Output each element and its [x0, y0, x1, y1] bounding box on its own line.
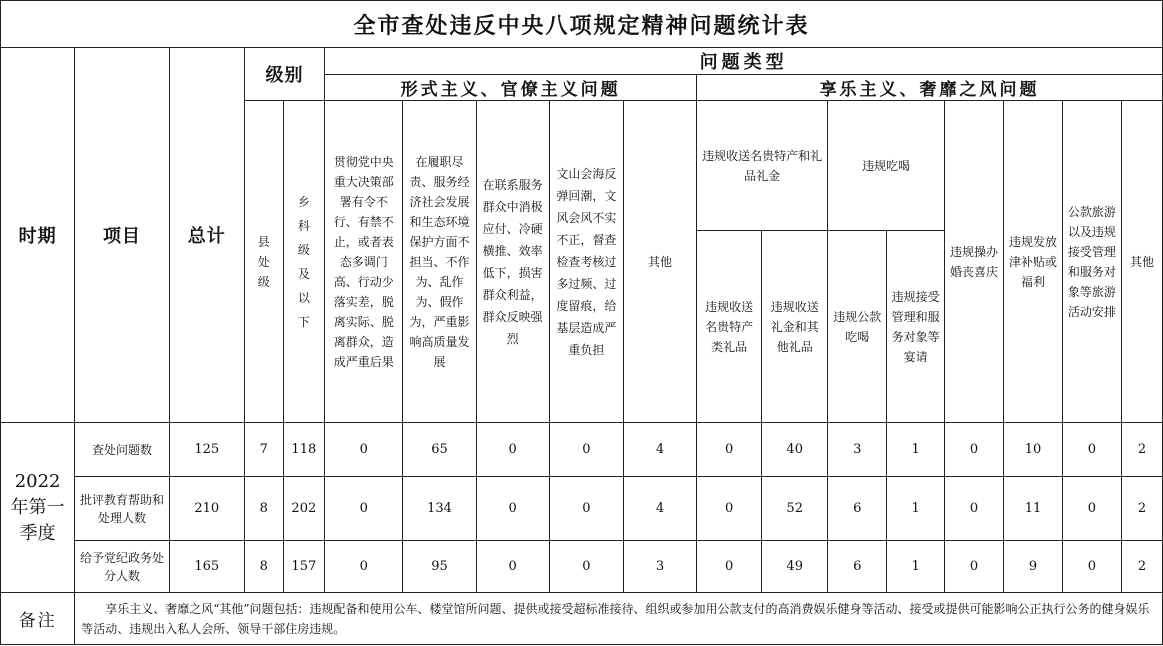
cell-h-other: 2	[1121, 423, 1162, 477]
cell-f2: 134	[403, 477, 476, 541]
cell-dining2: 1	[887, 423, 945, 477]
cell-township: 118	[283, 423, 325, 477]
cell-f2: 65	[403, 423, 476, 477]
cell-township: 157	[283, 541, 325, 593]
header-dining-group: 违规吃喝	[828, 101, 945, 231]
period-cell	[1, 423, 75, 593]
cell-travel: 0	[1062, 541, 1121, 593]
cell-h-other: 2	[1121, 541, 1162, 593]
cell-total: 125	[169, 423, 244, 477]
cell-wedding: 0	[945, 541, 1004, 593]
cell-dining1: 6	[828, 477, 887, 541]
header-formalism-4: 文山会海反弹回潮，文风会风不实不正，督查检查考核过多过频、过度留痕，给基层造成严重负担	[549, 101, 623, 423]
header-formalism-1: 贯彻党中央重大决策部署有令不行、有禁不止，或者表态多调门高、行动少落实差，脱离实际、脱离群众，造成严重后果	[325, 101, 403, 423]
cell-f2: 95	[403, 541, 476, 593]
header-formalism-3: 在联系服务群众中消极应付、冷硬横推、效率低下，损害群众利益，群众反映强烈	[476, 101, 549, 423]
row-label: 给予党纪政务处分人数	[75, 541, 170, 593]
cell-f-other: 4	[623, 423, 696, 477]
cell-gift1: 0	[697, 423, 762, 477]
cell-dining1: 3	[828, 423, 887, 477]
cell-total: 210	[169, 477, 244, 541]
header-dining-1: 违规公款吃喝	[828, 231, 887, 423]
township-level-text: 乡科级及以下	[297, 194, 310, 329]
cell-h-other: 2	[1121, 477, 1162, 541]
table-row	[1, 423, 1163, 477]
cell-dining1: 6	[828, 541, 887, 593]
table-row	[1, 477, 1163, 541]
cell-travel: 0	[1062, 477, 1121, 541]
cell-gift2: 52	[762, 477, 828, 541]
cell-gift1: 0	[697, 477, 762, 541]
cell-f1: 0	[325, 541, 403, 593]
cell-total: 165	[169, 541, 244, 593]
row-label: 查处问题数	[75, 423, 170, 477]
cell-f-other: 3	[623, 541, 696, 593]
cell-dining2: 1	[887, 477, 945, 541]
cell-county: 8	[244, 541, 283, 593]
cell-f1: 0	[325, 423, 403, 477]
cell-f4: 0	[549, 477, 623, 541]
remark-text: 享乐主义、奢靡之风“其他”问题包括：违规配备和使用公车、楼堂馆所问题、提供或接受超标准接待、组织或参加用公款支付的高消费娱乐健身等活动、接受或提供可能影响公正执行公务的健身娱乐等活动、违规出入私人会所、领导干部住房违规。	[75, 593, 1163, 645]
header-travel: 公款旅游以及违规接受管理和服务对象等旅游活动安排	[1062, 101, 1121, 423]
cell-travel: 0	[1062, 423, 1121, 477]
cell-dining2: 1	[887, 541, 945, 593]
header-gift-group: 违规收送名贵特产和礼品礼金	[697, 101, 828, 231]
cell-f4: 0	[549, 541, 623, 593]
row-label: 批评教育帮助和处理人数	[75, 477, 170, 541]
cell-gift2: 49	[762, 541, 828, 593]
header-formalism-2: 在履职尽责、服务经济社会发展和生态环境保护方面不担当、不作为、乱作为、假作为，严重影响高质量发展	[403, 101, 476, 423]
header-gift-1: 违规收送名贵特产类礼品	[697, 231, 762, 423]
header-hedonism-other: 其他	[1121, 101, 1162, 423]
header-hedonism: 享乐主义、奢靡之风问题	[697, 75, 1163, 101]
period-text: 2022年第一季度	[10, 470, 65, 544]
header-wedding: 违规操办婚丧喜庆	[945, 101, 1004, 423]
cell-allowance: 9	[1004, 541, 1063, 593]
cell-f3: 0	[476, 477, 549, 541]
header-county-level	[244, 101, 283, 423]
cell-county: 8	[244, 477, 283, 541]
cell-f1: 0	[325, 477, 403, 541]
cell-f4: 0	[549, 423, 623, 477]
county-level-text: 县处级	[257, 234, 270, 289]
cell-allowance: 11	[1004, 477, 1063, 541]
cell-gift2: 40	[762, 423, 828, 477]
cell-township: 202	[283, 477, 325, 541]
header-item: 项目	[75, 48, 170, 423]
header-dining-2: 违规接受管理和服务对象等宴请	[887, 231, 945, 423]
cell-wedding: 0	[945, 477, 1004, 541]
cell-wedding: 0	[945, 423, 1004, 477]
header-total: 总计	[169, 48, 244, 423]
cell-gift1: 0	[697, 541, 762, 593]
table-row	[1, 541, 1163, 593]
header-gift-2: 违规收送礼金和其他礼品	[762, 231, 828, 423]
header-formalism: 形式主义、官僚主义问题	[325, 75, 697, 101]
cell-f3: 0	[476, 541, 549, 593]
header-allowance: 违规发放津补贴或福利	[1004, 101, 1063, 423]
cell-allowance: 10	[1004, 423, 1063, 477]
cell-f3: 0	[476, 423, 549, 477]
header-township-level	[283, 101, 325, 423]
header-period: 时期	[1, 48, 75, 423]
cell-f-other: 4	[623, 477, 696, 541]
table-title: 全市查处违反中央八项规定精神问题统计表	[1, 1, 1163, 48]
header-formalism-other: 其他	[623, 101, 696, 423]
remark-row	[1, 593, 1163, 645]
remark-label: 备注	[1, 593, 75, 645]
header-problem-type: 问题类型	[325, 48, 1163, 75]
header-level: 级别	[244, 48, 324, 101]
cell-county: 7	[244, 423, 283, 477]
